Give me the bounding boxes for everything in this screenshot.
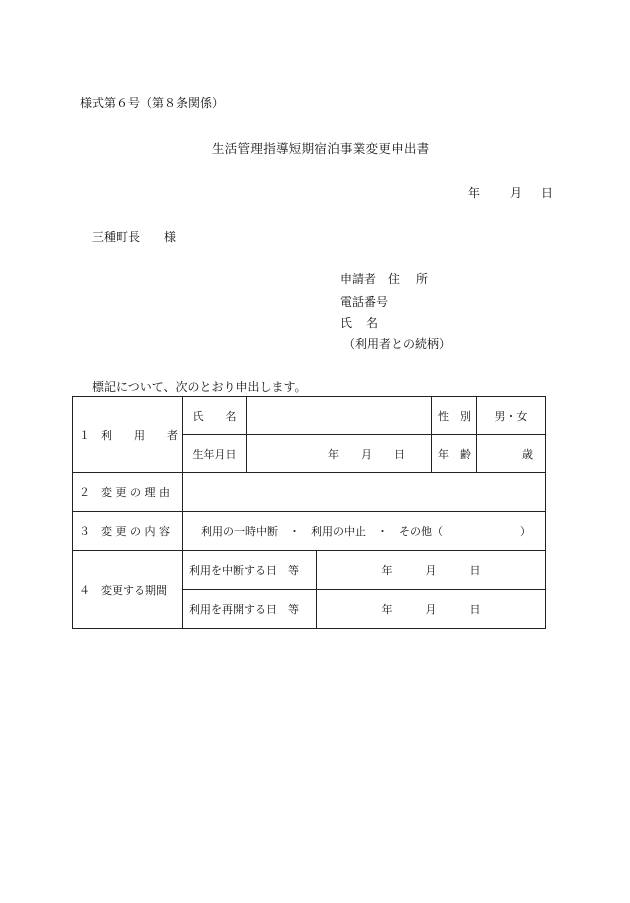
- applicant-relation-label: （利用者との続柄）: [343, 337, 452, 351]
- table-row: [73, 512, 546, 551]
- table-row: [73, 551, 546, 590]
- date-month-label: 月: [510, 186, 523, 200]
- applicant-label: 申請者: [340, 272, 377, 286]
- change-reason-label: ２ 変 更 の 理 由: [73, 473, 183, 512]
- intro-text: 標記について、次のとおり申出します。: [92, 380, 307, 394]
- gender-field[interactable]: 男・女: [477, 397, 546, 435]
- suspend-date-label: 利用を中断する日 等: [183, 551, 317, 590]
- table-row: [73, 473, 546, 512]
- suspend-date-field[interactable]: 年 月 日: [317, 551, 546, 590]
- table-row: [73, 397, 546, 435]
- addressee: 三種町長: [92, 230, 141, 244]
- age-field-label: 年 齢: [432, 435, 477, 473]
- change-content-options[interactable]: 利用の一時中断 ・ 利用の中止 ・ その他（ ）: [183, 512, 546, 551]
- name-field-label: 氏 名: [183, 397, 247, 435]
- applicant-phone-label: 電話番号: [340, 295, 389, 309]
- change-reason-field[interactable]: [183, 473, 546, 512]
- gender-field-label: 性 別: [432, 397, 477, 435]
- change-period-label: ４ 変更する期間: [73, 551, 183, 629]
- application-form-table: [72, 396, 546, 629]
- form-number: 様式第６号（第８条関係）: [80, 96, 225, 110]
- applicant-name-label: 氏名: [340, 316, 393, 330]
- change-content-label: ３ 変 更 の 内 容: [73, 512, 183, 551]
- document-title: 生活管理指導短期宿泊事業変更申出書: [212, 141, 430, 156]
- resume-date-label: 利用を再開する日 等: [183, 590, 317, 629]
- addressee-honorific: 様: [164, 230, 177, 244]
- birthdate-field-label: 生年月日: [183, 435, 247, 473]
- age-field[interactable]: 歳: [477, 435, 546, 473]
- date-year-label: 年: [468, 186, 481, 200]
- birthdate-field[interactable]: 年 月 日: [247, 435, 432, 473]
- applicant-address-label: 住 所: [388, 272, 431, 286]
- name-field[interactable]: [247, 397, 432, 435]
- resume-date-field[interactable]: 年 月 日: [317, 590, 546, 629]
- date-day-label: 日: [541, 186, 554, 200]
- user-section-label: １ 利 用 者: [73, 397, 183, 473]
